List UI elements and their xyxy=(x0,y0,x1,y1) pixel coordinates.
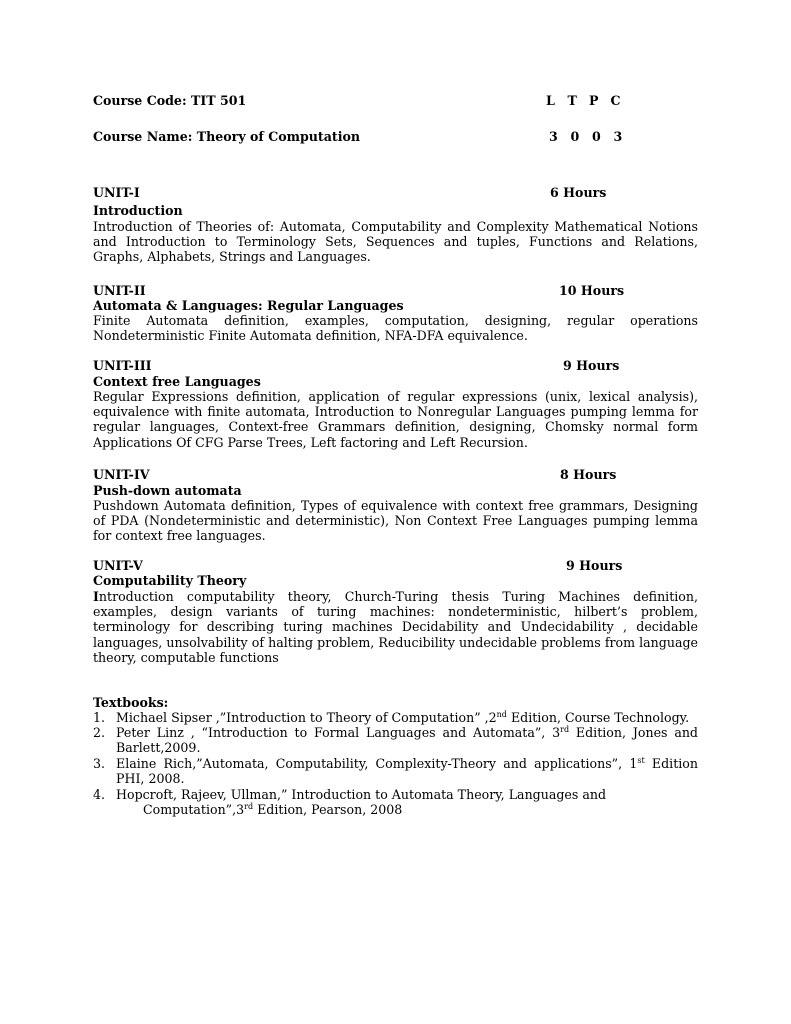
textbook-item xyxy=(93,787,698,818)
ltpc-label-t: T xyxy=(567,93,577,108)
ltpc-label-c: C xyxy=(610,93,621,108)
textbook-text-main: Peter Linz , “Introduction to Formal Languages and Automata”, 3 xyxy=(116,725,561,740)
unit-3-body: Regular Expressions definition, application of regular expressions (unix, lexical analysis), equivalence with finite automata, Introduction to Nonregular Languages pumping lemma for regular languages, Context-free Grammars definition, designing, Chomsky normal form Applications Of CFG Parse Trees, Left factoring and Left Recursion. xyxy=(93,389,698,450)
textbook-text-tail: Edition, Course Technology. xyxy=(506,710,690,725)
ltpc-label-l: L xyxy=(546,93,555,108)
textbook-number: 1. xyxy=(93,710,106,725)
unit-5-hours: 9 Hours xyxy=(566,558,623,573)
textbook-text xyxy=(116,710,698,725)
ltpc-value-t: 0 xyxy=(570,129,580,144)
unit-1-hours: 6 Hours xyxy=(550,185,607,200)
textbook-text-tail: Edition PHI, 2008. xyxy=(116,756,698,787)
unit-3-title: Context free Languages xyxy=(93,374,261,389)
textbook-text-tail: Edition, Jones and Barlett,2009. xyxy=(116,725,698,756)
unit-1-label: UNIT-I xyxy=(93,185,140,200)
textbook-item xyxy=(93,710,698,726)
textbook-number: 2. xyxy=(93,725,106,740)
unit-4-title: Push-down automata xyxy=(93,483,242,498)
course-name: Course Name: Theory of Computation xyxy=(93,129,361,144)
unit-5-label: UNIT-V xyxy=(93,558,143,573)
textbook-text-main: Computation”,3 xyxy=(143,802,245,817)
unit-5-body-initial: I xyxy=(93,589,99,604)
textbook-sup: rd xyxy=(560,725,570,734)
textbook-text xyxy=(116,756,698,786)
unit-5-body: ntroduction computability theory, Church-Turing thesis Turing Machines definition, examples, design variants of turing machines: nondeterministic, hilbert’s problem, terminology for describing turing machines Decidability and Undecidability , decidable languages, unsolvability of halting problem, Reducibility undecidable problems from language theory, computable functions xyxy=(93,589,698,665)
unit-2-title: Automata & Languages: Regular Languages xyxy=(93,298,404,313)
textbooks-heading: Textbooks: xyxy=(93,695,169,710)
unit-4-label: UNIT-IV xyxy=(93,467,150,482)
textbook-text xyxy=(116,725,698,755)
textbook-item xyxy=(93,725,698,756)
unit-3-label: UNIT-III xyxy=(93,358,152,373)
textbook-text-main: Michael Sipser ,”Introduction to Theory of Computation” ,2 xyxy=(116,710,497,725)
unit-5-title: Computability Theory xyxy=(93,573,247,588)
unit-2-label: UNIT-II xyxy=(93,283,146,298)
ltpc-values xyxy=(549,129,635,144)
unit-2-hours: 10 Hours xyxy=(559,283,625,298)
textbook-text-line1: Hopcroft, Rajeev, Ullman,” Introduction to Automata Theory, Languages and xyxy=(116,787,607,802)
textbook-sup: rd xyxy=(244,802,254,811)
ltpc-value-p: 0 xyxy=(592,129,601,144)
unit-1-title: Introduction xyxy=(93,203,183,218)
unit-4-body: Pushdown Automata definition, Types of equivalence with context free grammars, Designing of PDA (Nondeterministic and deterministic), Non Context Free Languages pumping lemma for context free languages. xyxy=(93,498,698,544)
unit-2-body: Finite Automata definition, examples, computation, designing, regular operations Nondeterministic Finite Automata definition, NFA-DFA equivalence. xyxy=(93,313,698,344)
ltpc-label-p: P xyxy=(589,93,599,108)
ltpc-value-l: 3 xyxy=(549,129,558,144)
ltpc-value-c: 3 xyxy=(613,129,623,144)
textbook-sup: st xyxy=(637,756,645,765)
ltpc-labels xyxy=(546,93,632,108)
textbook-text-main: Elaine Rich,”Automata, Computability, Complexity-Theory and applications”, 1 xyxy=(116,756,638,771)
textbook-number: 3. xyxy=(93,756,106,771)
course-code: Course Code: TIT 501 xyxy=(93,93,247,108)
textbook-text-tail: Edition, Pearson, 2008 xyxy=(253,802,403,817)
unit-5-body-block xyxy=(93,589,698,665)
unit-1-body: Introduction of Theories of: Automata, Computability and Complexity Mathematical Notions and Introduction to Terminology Sets, Sequences and tuples, Functions and Relations, Graphs, Alphabets, Strings and Languages. xyxy=(93,219,698,265)
unit-4-hours: 8 Hours xyxy=(560,467,617,482)
textbook-item xyxy=(93,756,698,787)
unit-3-hours: 9 Hours xyxy=(563,358,620,373)
textbook-text-line2 xyxy=(143,802,402,817)
textbook-sup: nd xyxy=(496,710,507,719)
textbook-number: 4. xyxy=(93,787,106,802)
